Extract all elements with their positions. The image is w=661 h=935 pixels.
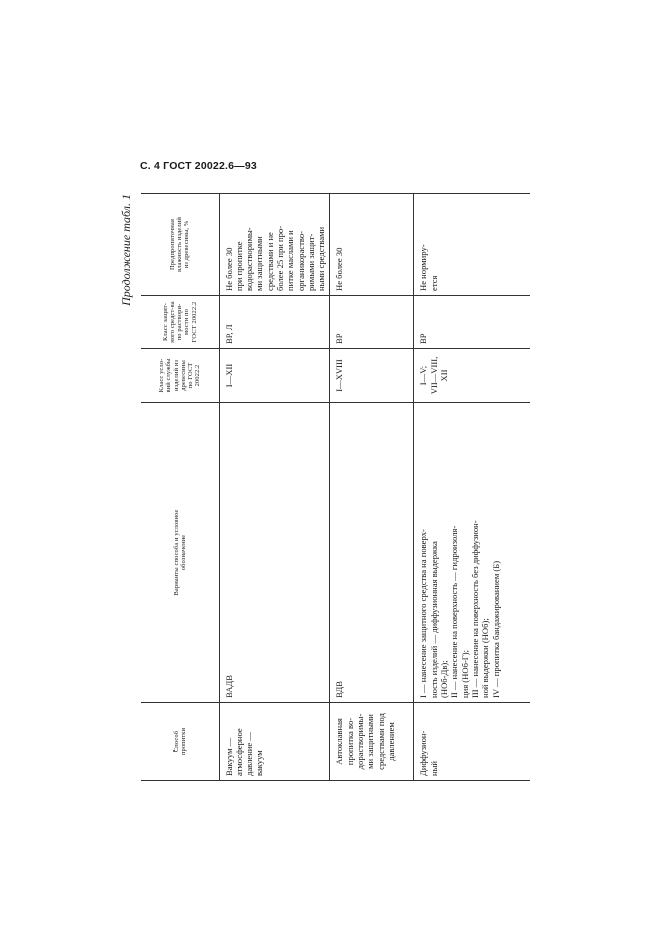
cell-solubility-class: ВР (330, 296, 414, 349)
col-header-service-class: Класс усло- вий службы изделий из древесины по ГОСТ 20022.2 (141, 349, 219, 403)
cell-solubility-class: ВР (414, 296, 530, 349)
table-header-row (141, 194, 219, 781)
data-table (141, 193, 530, 781)
cell-moisture: Не более 30 при пропитке водорастворимы- ми защитными средствами и не более 25 при про- питке маслами и органикораство- римыми защит- ными средствами (219, 194, 330, 296)
cell-service-class: I—XVIII (330, 349, 414, 403)
cell-service-class: I—XII (219, 349, 330, 403)
cell-variant: ВДВ (330, 403, 414, 703)
cell-moisture: Не более 30 (330, 194, 414, 296)
col-header-solubility-class: Класс защит- ного средст-ва по раствори- мости по ГОСТ 20022.2 (141, 296, 219, 349)
cell-solubility-class: ВР, Л (219, 296, 330, 349)
cell-method: Диффузион- ный (414, 703, 530, 781)
cell-method: Вакуум — атмосферное давление — вакуум (219, 703, 330, 781)
table-row (330, 194, 414, 781)
table-row (414, 194, 530, 781)
table-row (219, 194, 330, 781)
col-header-variant: Варианты способа и условное обозначение (141, 403, 219, 703)
col-header-moisture: Предпропиточная влажность изделий из древесины, % (141, 194, 219, 296)
table-caption: Продолжение табл. 1 (119, 194, 133, 306)
cell-moisture: Не нормиру- ется (414, 194, 530, 296)
col-header-method: Способ пропитки (141, 703, 219, 781)
rotated-table-inner (119, 194, 529, 781)
cell-variant: ВАДВ (219, 403, 330, 703)
cell-service-class: I—V; VII—VIII, XII (414, 349, 530, 403)
cell-method: Автоклавная пропитка во- дорастворимы- ми защитными средствами под давлением (330, 703, 414, 781)
page-header: С. 4 ГОСТ 20022.6—93 (140, 160, 257, 172)
cell-variant: I — нанесение защитного средства на поверх- ность изделий — диффузионная выдержка (НОб-Дв); II — нанесение на поверхность — гидроизоля- ция (НОб-Г); III — нанесение на поверхность без диффузион- ной выдержки (НОб); IV — пропитка бандажированием (Б) (414, 403, 530, 703)
